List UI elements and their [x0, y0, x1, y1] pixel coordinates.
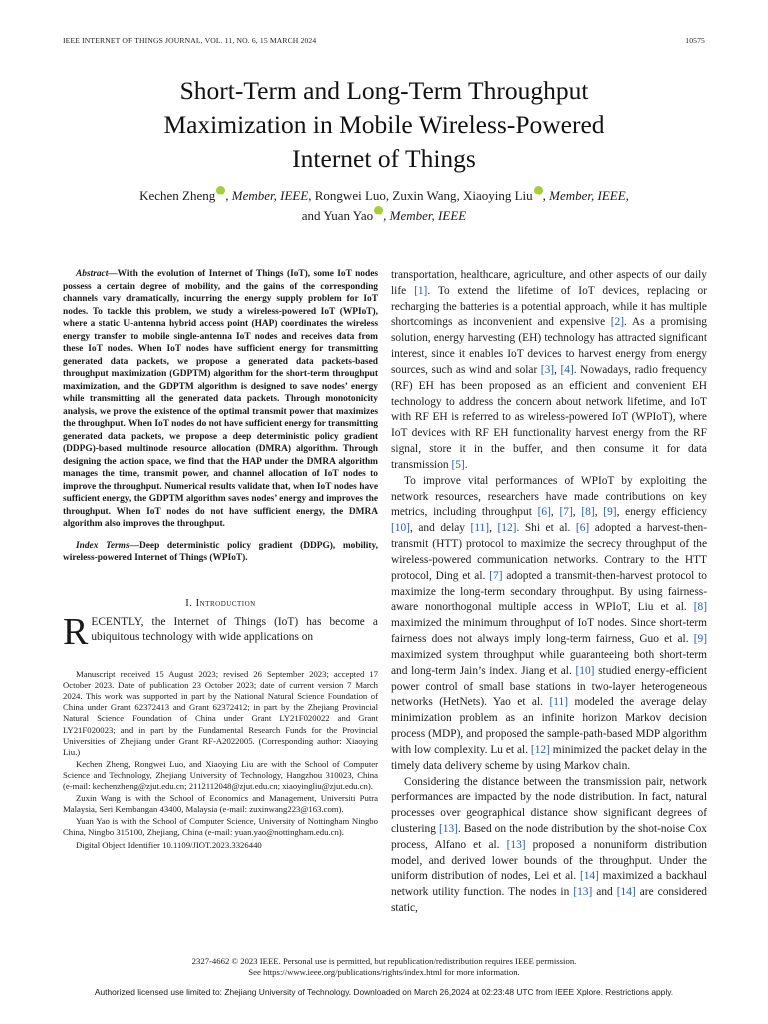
- page-number: 10575: [685, 36, 705, 45]
- citation-link[interactable]: [5]: [451, 458, 465, 471]
- abstract-text: —With the evolution of Internet of Things (IoT), some IoT nodes possess a certain degree of mobility, and the gains of the corresponding channels vary dramatically, incurring the energy supply problem for IoT nodes. To tackle this problem, we study a wireless-powered IoT (WPIoT), where a static U-antenna hybrid access point (HAP) coordinates the wireless energy transfer to mobile single-antenna IoT nodes and receives data from these IoT nodes. When IoT nodes have sufficient energy for transmitting generated data packets, we propose a generated data packets-based throughput maximization (GDPTM) algorithm for the short-term throughput maximization, and the GDPTM algorithm is designed to save nodes’ energy while transmitting all the generated data packets. Through monotonicity analysis, we prove the existence of the optimal transmit power that maximizes the throughput. When IoT nodes do not have sufficient energy for transmitting generated data packets, we propose a deep deterministic policy gradient (DDPG)-based multinode resource allocation (DMRA) algorithm. Through designing the action space, we find that the HAP under the DMRA algorithm manages the time, transmit power, and channel allocation of IoT nodes to improve the throughput. Numerical results validate that, when IoT nodes have sufficient energy, the GDPTM algorithm saves nodes’ energy and improves the throughput. When IoT nodes do not have sufficient energy, the DMRA algorithm also improves the throughput.: [63, 269, 378, 529]
- citation-link[interactable]: [10]: [575, 664, 595, 677]
- footnote-manuscript: Manuscript received 15 August 2023; revised 26 September 2023; accepted 17 October 2023. Date of publication 23 October 2023; date of current version 7 March 2024. This work was supported in part by the National Natural Science Foundation of China under Grant 62372413 and Grant 62372412; in part by the Zhejiang Provincial Natural Science Foundation of China under Grant LY21F020022 and Grant LY21F020023; and in part by the Fundamental Research Funds for the Provincial Universities of Zhejiang under Grant RF-A2022005. (Corresponding author: Xiaoying Liu.): [63, 669, 378, 757]
- citation-link[interactable]: [12]: [530, 743, 550, 756]
- abstract: [63, 268, 378, 531]
- citation-link[interactable]: [13]: [506, 838, 526, 851]
- author-membership: Member, IEEE: [231, 188, 309, 203]
- citation-link[interactable]: [9]: [693, 633, 707, 646]
- intro-paragraph: [63, 610, 378, 653]
- copyright-notice: [60, 956, 708, 978]
- citation-link[interactable]: [14]: [579, 870, 599, 883]
- intro-text: ECENTLY, the Internet of Things (IoT) has become a ubiquitous technology with wide applications on: [91, 615, 378, 644]
- author-list: [60, 186, 708, 226]
- section-number: I.: [185, 597, 193, 609]
- citation-link[interactable]: [3]: [540, 363, 555, 376]
- citation-link[interactable]: [13]: [573, 886, 593, 899]
- citation-link[interactable]: [6]: [575, 522, 590, 535]
- body-paragraph: Considering the distance between the transmission pair, network performances are impacted by the node distribution. In fact, natural processes over geographical distance show significant degrees of clustering [13]. Based on the node distribution by the shot-noise Cox process, Alfano et al. [13] proposed a nonuniform distribution model, and derived lower bounds of the throughput. Under the uniform distribution of nodes, Lei et al. [14] maximized a backhaul network utility function. The nodes in [13] and [14] are considered static,: [391, 775, 707, 915]
- citation-link[interactable]: [9]: [603, 506, 617, 519]
- citation-link[interactable]: [6]: [537, 506, 551, 519]
- citation-link[interactable]: [1]: [414, 284, 428, 297]
- citation-link[interactable]: [12]: [497, 522, 517, 535]
- orcid-icon[interactable]: [534, 186, 543, 195]
- citation-link[interactable]: [4]: [560, 363, 574, 376]
- author-names: , Rongwei Luo, Zuxin Wang, Xiaoying Liu: [308, 188, 533, 203]
- license-notice: Authorized licensed use limited to: Zhejiang University of Technology. Downloaded on March 26,2024 at 02:23:48 UTC from IEEE Xplore. Restrictions apply.: [94, 987, 674, 997]
- orcid-icon[interactable]: [216, 186, 225, 195]
- citation-link[interactable]: [10]: [391, 522, 410, 535]
- drop-cap: R: [63, 610, 89, 653]
- index-terms: [63, 540, 378, 565]
- author-line-1: Kechen ZhengiD , Member, IEEE, Rongwei Luo, Zuxin Wang, Xiaoying LiuiD , Member, IEEE,: [60, 186, 708, 206]
- rights-link-line[interactable]: See https://www.ieee.org/publications/rights/index.html for more information.: [248, 967, 520, 977]
- orcid-icon[interactable]: [374, 206, 383, 215]
- right-column: [391, 268, 707, 917]
- footnote-affiliation: Kechen Zheng, Rongwei Luo, and Xiaoying Liu are with the School of Computer Science and Technology, Zhejiang University of Technology, Hangzhou 310023, China (e-mail: kechenzheng@zjut.edu.cn; 2112112048@zjut.edu.cn; xiaoyingliu@zjut.edu.cn).: [63, 758, 378, 792]
- title-line: Short-Term and Long-Term Throughput: [179, 76, 589, 105]
- title-line: Internet of Things: [292, 144, 476, 173]
- index-terms-text: —Deep deterministic policy gradient (DDPG), mobility, wireless-powered Internet of Things (WPIoT).: [63, 540, 379, 563]
- paper-title: [60, 74, 708, 176]
- footnote-affiliation: Yuan Yao is with the School of Computer Science, University of Nottingham Ningbo China, Ningbo 315100, Zhejiang, China (e-mail: yuan.yao@nottingham.edu.cn).: [63, 816, 378, 838]
- author-name: and Yuan Yao: [301, 208, 374, 223]
- journal-name: IEEE INTERNET OF THINGS JOURNAL, VOL. 11, NO. 6, 15 MARCH 2024: [63, 36, 317, 45]
- citation-link[interactable]: [11]: [470, 522, 490, 535]
- copyright-line: 2327-4662 © 2023 IEEE. Personal use is permitted, but republication/redistribution requires IEEE permission.: [191, 956, 577, 966]
- citation-link[interactable]: [8]: [581, 506, 595, 519]
- section-heading: [63, 598, 378, 609]
- citation-link[interactable]: [13]: [438, 822, 458, 835]
- left-column: [63, 268, 378, 852]
- index-terms-label: Index Terms: [76, 540, 130, 551]
- author-line-2: and Yuan YaoiD , Member, IEEE: [60, 206, 708, 226]
- title-line: Maximization in Mobile Wireless-Powered: [163, 110, 605, 139]
- footnote-affiliation: Zuxin Wang is with the School of Economics and Management, Universiti Putra Malaysia, Seri Kembangan 43400, Malaysia (e-mail: zuxinwang223@163.com).: [63, 793, 378, 815]
- author-membership: Member, IEEE: [389, 208, 467, 223]
- author-membership: Member, IEEE,: [549, 188, 629, 203]
- citation-link[interactable]: [7]: [559, 506, 573, 519]
- citation-link[interactable]: [8]: [693, 601, 707, 614]
- body-paragraph: To improve vital performances of WPIoT by exploiting the network resources, researchers have made contributions on key metrics, including throughput [6], [7], [8], [9], energy efficiency [10], and delay [11], [12]. Shi et al. [6] adopted a harvest-then-transmit (HTT) protocol to maximize the secrecy throughput of the wireless-powered communication networks. Contrary to the HTT protocol, Ding et al. [7] adopted a transmit-then-harvest protocol to maximize the long-term secondary throughput. By using fairness-aware nonorthogonal multiple access in WPIoT, Liu et al. [8] maximized the minimum throughput of IoT nodes. Since short-term fairness does not always imply long-term fairness, Guo et al. [9] maximized system throughput while guaranteeing both short-term and long-term Jain’s index. Jiang et al. [10] studied energy-efficient power control of small base stations in two-layer heterogeneous networks (HetNets). Yao et al. [11] modeled the average delay minimization problem as an infinite horizon Markov decision process (MDP), and proposed the sample-path-based MDP algorithm with low complexity. Lu et al. [12] minimized the packet delay in the timely data delivery scheme by using Markov chain.: [391, 474, 708, 772]
- citation-link[interactable]: [11]: [549, 696, 568, 709]
- citation-link[interactable]: [2]: [610, 316, 625, 329]
- body-paragraph: transportation, healthcare, agriculture, and other aspects of our daily life [1]. To extend the lifetime of IoT devices, replacing or recharging the batteries is a potential approach, while it has multiple shortcomings as inconvenient and expensive [2]. As a promising solution, energy harvesting (EH) technology has attracted significant interest, since it enables IoT devices to harvest energy from energy sources, such as wind and solar [3], [4]. Nowadays, radio frequency (RF) EH has been proposed as an efficient and convenient EH technology to address the concern about network lifetime, and IoT with RF EH is referred to as wireless-powered IoT (WPIoT), where IoT devices with RF EH functionality harvest energy from the RF signal, store it in the buffer, and then consume it for data transmission [5].: [391, 269, 707, 471]
- abstract-label: Abstract: [76, 269, 109, 279]
- footnotes: [63, 669, 378, 851]
- doi: Digital Object Identifier 10.1109/JIOT.2023.3326440: [76, 839, 262, 850]
- citation-link[interactable]: [14]: [616, 886, 636, 899]
- running-header: [63, 36, 705, 50]
- citation-link[interactable]: [7]: [489, 569, 503, 582]
- section-title: Introduction: [195, 597, 256, 609]
- author-name: Kechen Zheng: [139, 188, 216, 203]
